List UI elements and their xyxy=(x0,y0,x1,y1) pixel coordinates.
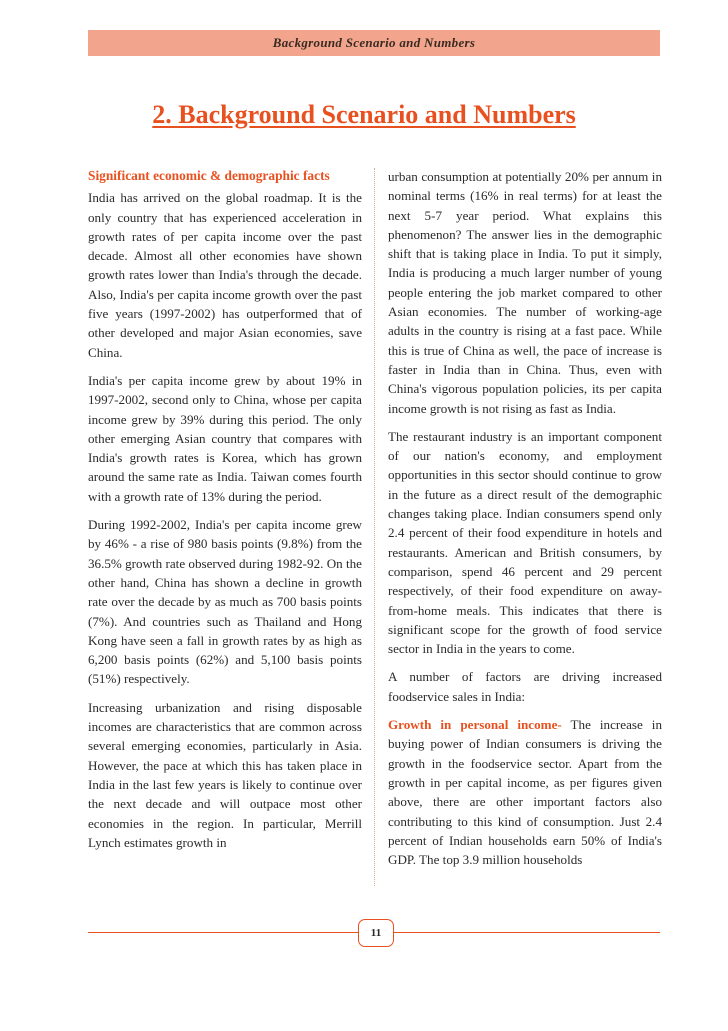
column-divider xyxy=(374,168,376,886)
right-column xyxy=(388,167,662,878)
left-column xyxy=(88,166,362,861)
section-subheading: Significant economic & demographic facts xyxy=(88,168,330,183)
paragraph: During 1992-2002, India's per capita income grew by 46% - a rise of 980 basis points (9.8%) from the 36.5% growth rate observed during 1982-92. On the other hand, China has shown a decline in growth rate over the decade by as much as 700 basis points (7%). And countries such as Thailand and Hong Kong have seen a fall in growth rates by as high as 6,200 basis points (62%) and 5,100 basis points (51%) respectively. xyxy=(88,517,362,687)
running-header-title: Background Scenario and Numbers xyxy=(272,35,476,50)
growth-heading: Growth in personal income- xyxy=(388,717,562,733)
paragraph: Increasing urbanization and rising disposable incomes are characteristics that are common across several emerging economies, particularly in Asia. However, the pace at which this has taken place in India in the last few years is likely to continue over the next decade and will outpace most other economies in the region. In particular, Merrill Lynch estimates growth in xyxy=(88,699,362,850)
paragraph: urban consumption at potentially 20% per annum in nominal terms (16% in real terms) for at least the next 5-7 year period. What explains this phenomenon? The answer lies in the demographic shift that is taking place in India. To put it simply, India is producing a much larger number of young people entering the job market compared to other Asian economies. The number of working-age adults in the country is rising at a fast pace. While this is true of China as well, the pace of increase is faster in India than in China. Thus, even with China's vigorous population policies, its per capita income growth is not rising as fast as India. xyxy=(388,169,662,416)
growth-paragraph xyxy=(388,715,662,869)
paragraph: A number of factors are driving increased foodservice sales in India: xyxy=(388,669,662,704)
paragraph: India has arrived on the global roadmap. It is the only country that has experienced acceleration in growth rates of per capita income over the past decade. Almost all other economies have shown growth rates lower than India's through the decade. Also, India's per capita income growth over the past five years (1997-2002) has outperformed that of other developed and major Asian economies, save China. xyxy=(88,190,362,360)
page-number: 11 xyxy=(358,919,394,947)
page-title: 2. Background Scenario and Numbers xyxy=(152,100,576,129)
running-header xyxy=(88,30,660,56)
growth-text: The increase in buying power of Indian consumers is driving the growth in the foodservice sector. Apart from the growth in per capital income, as per figures given above, there are other important factors also contributing to this kind of consumption. Just 2.4 percent of Indian households earn 50% of India's GDP. The top 3.9 million households xyxy=(388,717,662,868)
paragraph: India's per capita income grew by about 19% in 1997-2002, second only to China, whose per capita income grew by 39% during this period. The only other emerging Asian country that compares with India's growth rates is Korea, which has grown around the same rate as India. Taiwan comes fourth with a growth rate of 13% during the period. xyxy=(88,372,362,504)
paragraph: The restaurant industry is an important component of our nation's economy, and employment opportunities in this sector should continue to grow in the future as a direct result of the demographic changes taking place. Indian consumers spend only 2.4 percent of their food expenditure in hotels and restaurants. American and British consumers, by comparison, spend 46 percent and 29 percent respectively, of their food expenditure on away-from-home meals. This indicates that there is significant scope for the growth of food service sector in India in the years to come. xyxy=(388,428,662,657)
